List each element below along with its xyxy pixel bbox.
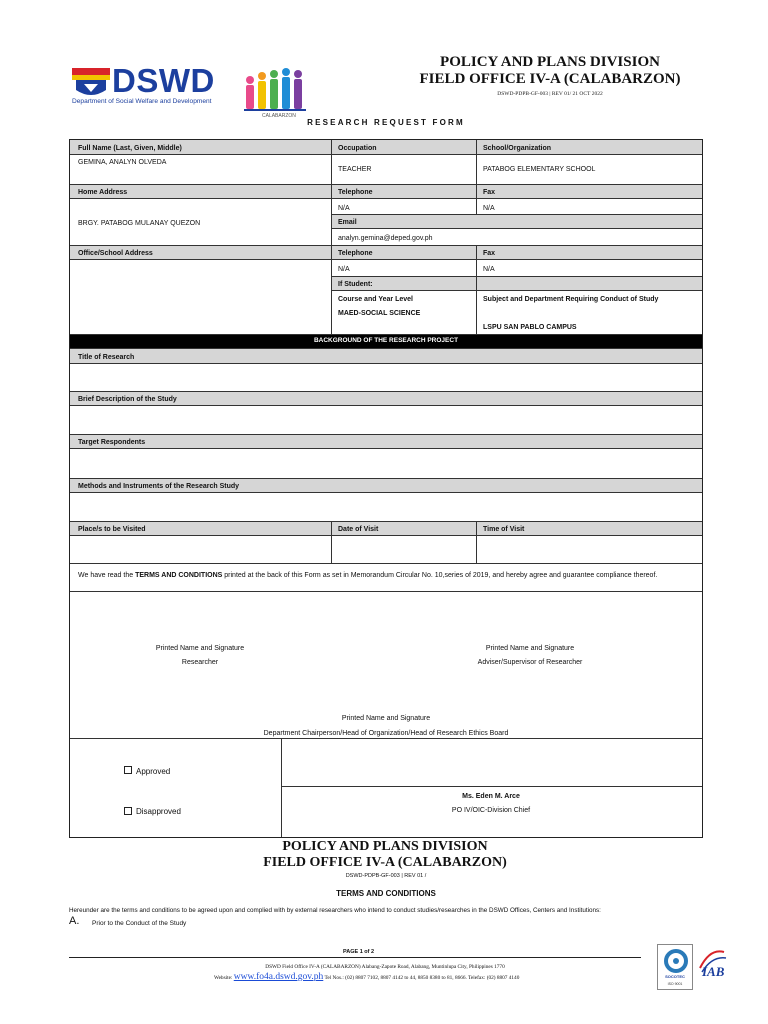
label-band-email <box>332 214 702 228</box>
people-logo-caption: CALABARZON <box>262 113 296 119</box>
school-label: School/Organization <box>483 145 552 152</box>
terms-intro: Hereunder are the terms and conditions to be agreed upon and complied with by external researchers who intend to conduct studies/researches in the DSWD Offices, Centers and Institutions: <box>69 907 601 914</box>
approved-checkbox[interactable] <box>124 766 132 774</box>
page2-title-line1: POLICY AND PLANS DIVISION <box>282 839 488 854</box>
label-band-title <box>70 349 702 363</box>
office-fax-value[interactable]: N/A <box>483 266 495 273</box>
label-band-row3 <box>70 245 702 259</box>
label-band-if-student <box>332 276 702 290</box>
date-of-visit-label: Date of Visit <box>338 526 379 533</box>
page-number: PAGE 1 of 2 <box>343 949 375 955</box>
page2-title-line2: FIELD OFFICE IV-A (CALABARZON) <box>263 855 507 870</box>
course-value[interactable]: MAED-SOCIAL SCIENCE <box>338 310 421 317</box>
researcher-signature-label: Printed Name and Signature <box>155 645 245 652</box>
iab-badge <box>696 946 728 990</box>
division-chief-name: Ms. Eden M. Arce <box>462 793 520 800</box>
dswd-logo-text: DSWD <box>112 62 215 99</box>
course-label: Course and Year Level <box>338 296 413 303</box>
chairperson-role: Department Chairperson/Head of Organization/Head of Research Ethics Board <box>263 730 509 737</box>
telephone-label: Telephone <box>338 189 373 196</box>
footer-address: DSWD Field Office IV-A (CALABARZON) Alabang-Zapote Road, Alabang, Muntinlupa City, Philippines 1770 <box>265 964 505 970</box>
disapproved-checkbox[interactable] <box>124 807 132 815</box>
header-doc-code: DSWD-PDPB-GF-003 | REV 01/ 21 OCT 2022 <box>497 91 603 97</box>
full-name-label: Full Name (Last, Given, Middle) <box>78 145 182 152</box>
header-title-line1: POLICY AND PLANS DIVISION <box>440 54 660 70</box>
calabarzon-people-logo <box>242 66 312 118</box>
full-name-value[interactable]: GEMINA, ANALYN OLVEDA <box>78 159 167 166</box>
section-letter: A. <box>69 915 80 927</box>
fax-label: Fax <box>483 189 496 196</box>
approved-label: Approved <box>136 767 171 776</box>
time-of-visit-label: Time of Visit <box>483 526 525 533</box>
home-address-label: Home Address <box>78 189 128 196</box>
socotec-icon <box>659 949 693 973</box>
division-chief-title: PO IV/OIC-Division Chief <box>451 807 531 814</box>
header-title-line2: FIELD OFFICE IV-A (CALABARZON) <box>419 71 681 87</box>
label-band-row2 <box>70 184 702 198</box>
terms-emphasis: TERMS AND CONDITIONS <box>135 572 223 579</box>
form-title: RESEARCH REQUEST FORM <box>307 118 465 127</box>
agreement-text: We have read the TERMS AND CONDITIONS printed at the back of this Form as set in Memorandum Circular No. 10,series of 2019, and hereby agree and guarantee compliance thereof. <box>78 572 658 579</box>
background-section-header: BACKGROUND OF THE RESEARCH PROJECT <box>70 334 702 348</box>
if-student-label: If Student: <box>338 281 373 288</box>
occupation-value[interactable]: TEACHER <box>338 166 372 173</box>
adviser-role: Adviser/Supervisor of Researcher <box>477 659 583 666</box>
label-band-respondents <box>70 434 702 448</box>
page2-doc-code: DSWD-PDPB-GF-003 | REV 01 / <box>345 873 427 879</box>
website-label: Website: <box>214 975 233 981</box>
title-of-research-label: Title of Research <box>78 354 135 361</box>
adviser-signature-label: Printed Name and Signature <box>485 645 575 652</box>
footer-contact <box>214 972 519 982</box>
telephone-value[interactable]: N/A <box>338 205 350 212</box>
iso-label: ISO 9001 <box>667 982 683 986</box>
chairperson-signature-label: Printed Name and Signature <box>341 715 431 722</box>
researcher-role: Researcher <box>181 659 219 666</box>
occupation-label: Occupation <box>338 145 377 152</box>
iab-label: IAB <box>702 964 725 979</box>
home-address-value[interactable]: BRGY. PATABOG MULANAY QUEZON <box>78 220 201 227</box>
office-telephone-label: Telephone <box>338 250 373 257</box>
terms-title: TERMS AND CONDITIONS <box>336 889 436 898</box>
office-address-label: Office/School Address <box>78 250 153 257</box>
email-label: Email <box>338 219 357 226</box>
school-value[interactable]: PATABOG ELEMENTARY SCHOOL <box>483 166 596 173</box>
fax-value[interactable]: N/A <box>483 205 495 212</box>
methods-label: Methods and Instruments of the Research Study <box>78 483 240 490</box>
office-telephone-value[interactable]: N/A <box>338 266 350 273</box>
dswd-logo-emblem <box>72 68 110 98</box>
subject-value[interactable]: LSPU SAN PABLO CAMPUS <box>483 324 577 331</box>
subject-label: Subject and Department Requiring Conduct of Study <box>483 296 659 303</box>
socotec-badge <box>657 944 693 990</box>
telephone-numbers: Tel Nos.: (02) 8807 7102, 8807 4142 to 44, 8850 8380 to 81, 8666. Telefax: (02) 8807 4140 <box>324 975 520 981</box>
footer-divider <box>69 957 641 958</box>
section-a-title: Prior to the Conduct of the Study <box>92 920 187 927</box>
disapproved-label: Disapproved <box>136 807 181 816</box>
socotec-label: SOCOTEC <box>665 974 685 979</box>
dswd-logo-subtitle: Department of Social Welfare and Development <box>72 98 212 105</box>
target-respondents-label: Target Respondents <box>78 439 146 446</box>
website-link[interactable]: www.fo4a.dswd.gov.ph <box>233 972 324 982</box>
email-value[interactable]: analyn.gemina@deped.gov.ph <box>338 235 433 242</box>
label-band-places <box>70 521 702 535</box>
places-label: Place/s to be Visited <box>78 526 146 533</box>
brief-description-label: Brief Description of the Study <box>78 396 177 403</box>
office-fax-label: Fax <box>483 250 496 257</box>
